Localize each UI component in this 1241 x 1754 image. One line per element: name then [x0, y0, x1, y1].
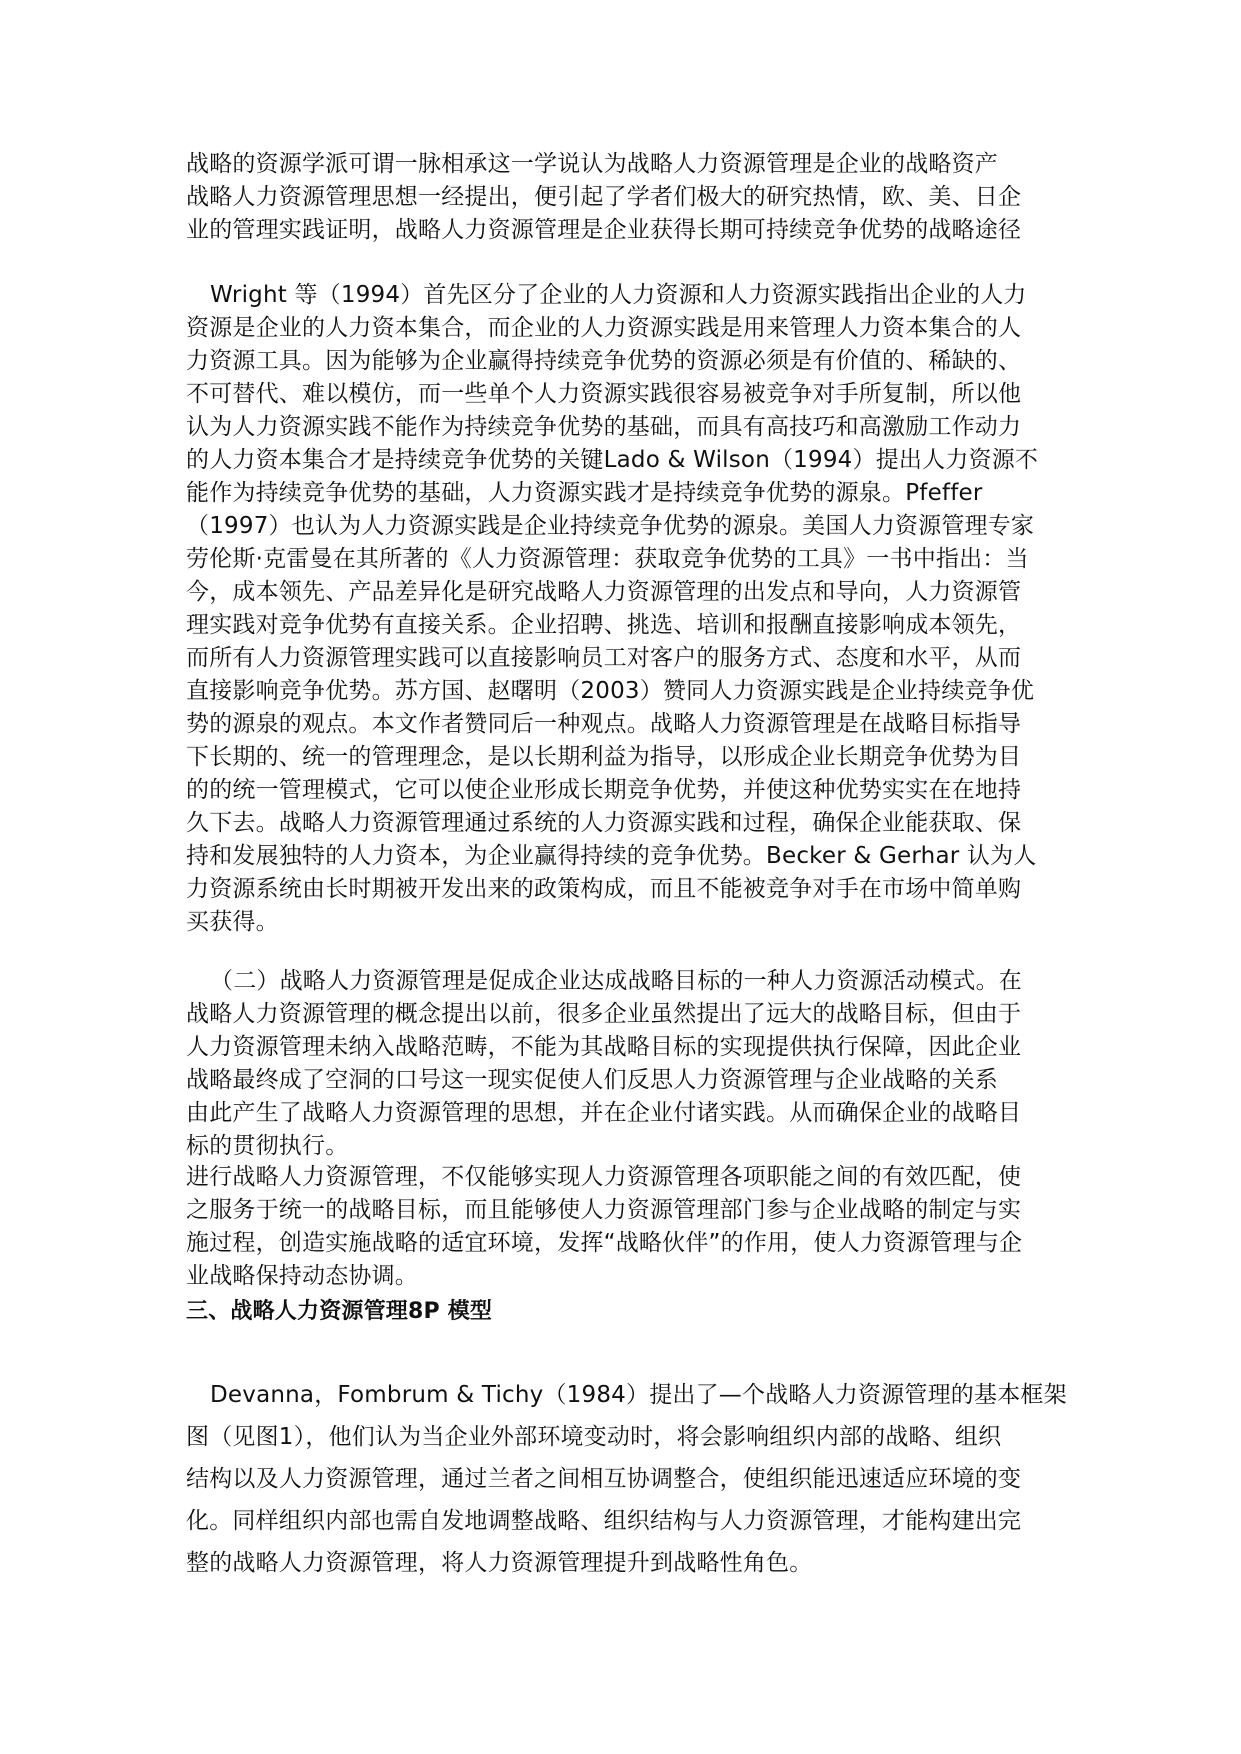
text-line: 整的战略人力资源管理，将人力资源管理提升到战略性角色。 — [186, 1550, 813, 1576]
text-line: 进行战略人力资源管理，不仅能够实现人力资源管理各项职能之间的有效匹配，使 — [186, 1164, 1022, 1190]
section-heading: 三、战略人力资源管理8P 模型 — [186, 1299, 493, 1324]
text-line: 战略人力资源管理思想一经提出，便引起了学者们极大的研究热情，欧、美、日企 — [186, 184, 1022, 210]
text-line: 人力资源管理未纳入战略范畴，不能为其战略目标的实现提供执行保障，因此企业 — [186, 1034, 1022, 1060]
text-line: 由此产生了战略人力资源管理的思想，并在企业付诸实践。从而确保企业的战略目 — [186, 1100, 1022, 1126]
text-line: 认为人力资源实践不能作为持续竞争优势的基础，而具有高技巧和高激励工作动力 — [186, 414, 1022, 440]
text-line: 的人力资本集合才是持续竞争优势的关键Lado & Wilson（1994）提出人力资源不 — [186, 447, 1039, 473]
text-line: 战略人力资源管理的概念提出以前，很多企业虽然提出了远大的战略目标，但由于 — [186, 1001, 1022, 1027]
text-line: 久下去。战略人力资源管理通过系统的人力资源实践和过程，确保企业能获取、保 — [186, 810, 1022, 836]
text-line: 能作为持续竞争优势的基础，人力资源实践才是持续竞争优势的源泉。Pfeffer — [186, 480, 983, 506]
text-line: （二）战略人力资源管理是促成企业达成战略目标的一种人力资源活动模式。在 — [210, 968, 1022, 994]
text-line: 而所有人力资源管理实践可以直接影响员工对客户的服务方式、态度和水平，从而 — [186, 645, 1022, 671]
text-line: 之服务于统一的战略目标，而且能够使人力资源管理部门参与企业战略的制定与实 — [186, 1197, 1022, 1223]
text-line: 力资源系统由长时期被开发出来的政策构成，而且不能被竞争对手在市场中简单购 — [186, 876, 1022, 902]
text-line: 标的贯彻执行。 — [186, 1133, 349, 1159]
text-line: 下长期的、统一的管理理念，是以长期利益为指导，以形成企业长期竞争优势为目 — [186, 744, 1022, 770]
text-line: Wright 等（1994）首先区分了企业的人力资源和人力资源实践指出企业的人力 — [210, 282, 1027, 308]
text-line: 不可替代、难以模仿，而一些单个人力资源实践很容易被竞争对手所复制，所以他 — [186, 381, 1022, 407]
text-line: 劳伦斯·克雷曼在其所著的《人力资源管理：获取竞争优势的工具》一书中指出：当 — [186, 546, 1029, 572]
text-line: 直接影响竞争优势。苏方国、赵曙明（2003）赞同人力资源实践是企业持续竞争优 — [186, 678, 1035, 704]
text-line: 力资源工具。因为能够为企业赢得持续竞争优势的资源必须是有价值的、稀缺的、 — [186, 348, 1022, 374]
text-line: 的的统一管理模式，它可以使企业形成长期竞争优势，并使这种优势实实在在地持 — [186, 777, 1022, 803]
text-line: 资源是企业的人力资本集合，而企业的人力资源实践是用来管理人力资本集合的人 — [186, 315, 1022, 341]
text-line: 结构以及人力资源管理，通过兰者之间相互协调整合，使组织能迅速适应环境的变 — [186, 1466, 1022, 1492]
text-line: 施过程，创造实施战略的适宜环境，发挥“战略伙伴”的作用，使人力资源管理与企 — [186, 1230, 1023, 1256]
text-line: 理实践对竞争优势有直接关系。企业招聘、挑选、培训和报酬直接影响成本领先， — [186, 612, 1022, 638]
text-line: 持和发展独特的人力资本，为企业赢得持续的竞争优势。Becker & Gerhar 认为人 — [186, 843, 1037, 869]
text-line: 买获得。 — [186, 909, 279, 935]
text-line: 业的管理实践证明，战略人力资源管理是企业获得长期可持续竞争优势的战略途径 — [186, 217, 1022, 243]
text-line: 战略最终成了空洞的口号这一现实促使人们反思人力资源管理与企业战略的关系 — [186, 1067, 998, 1093]
text-line: 化。同样组织内部也需自发地调整战略、组织结构与人力资源管理，才能构建出完 — [186, 1508, 1022, 1534]
text-line: （1997）也认为人力资源实践是企业持续竞争优势的源泉。美国人力资源管理专家 — [186, 513, 1035, 539]
text-line: Devanna，Fombrum & Tichy（1984）提出了—个战略人力资源管理的基本框架 — [210, 1382, 1067, 1408]
text-line: 今，成本领先、产品差异化是研究战略人力资源管理的出发点和导向，人力资源管 — [186, 579, 1022, 605]
text-line: 图（见图1），他们认为当企业外部环境变动时，将会影响组织内部的战略、组织 — [186, 1424, 1002, 1450]
text-line: 业战略保持动态协调。 — [186, 1263, 418, 1289]
text-line: 战略的资源学派可谓一脉相承这一学说认为战略人力资源管理是企业的战略资产 — [186, 151, 998, 177]
text-line: 势的源泉的观点。本文作者赞同后一种观点。战略人力资源管理是在战略目标指导 — [186, 711, 1022, 737]
